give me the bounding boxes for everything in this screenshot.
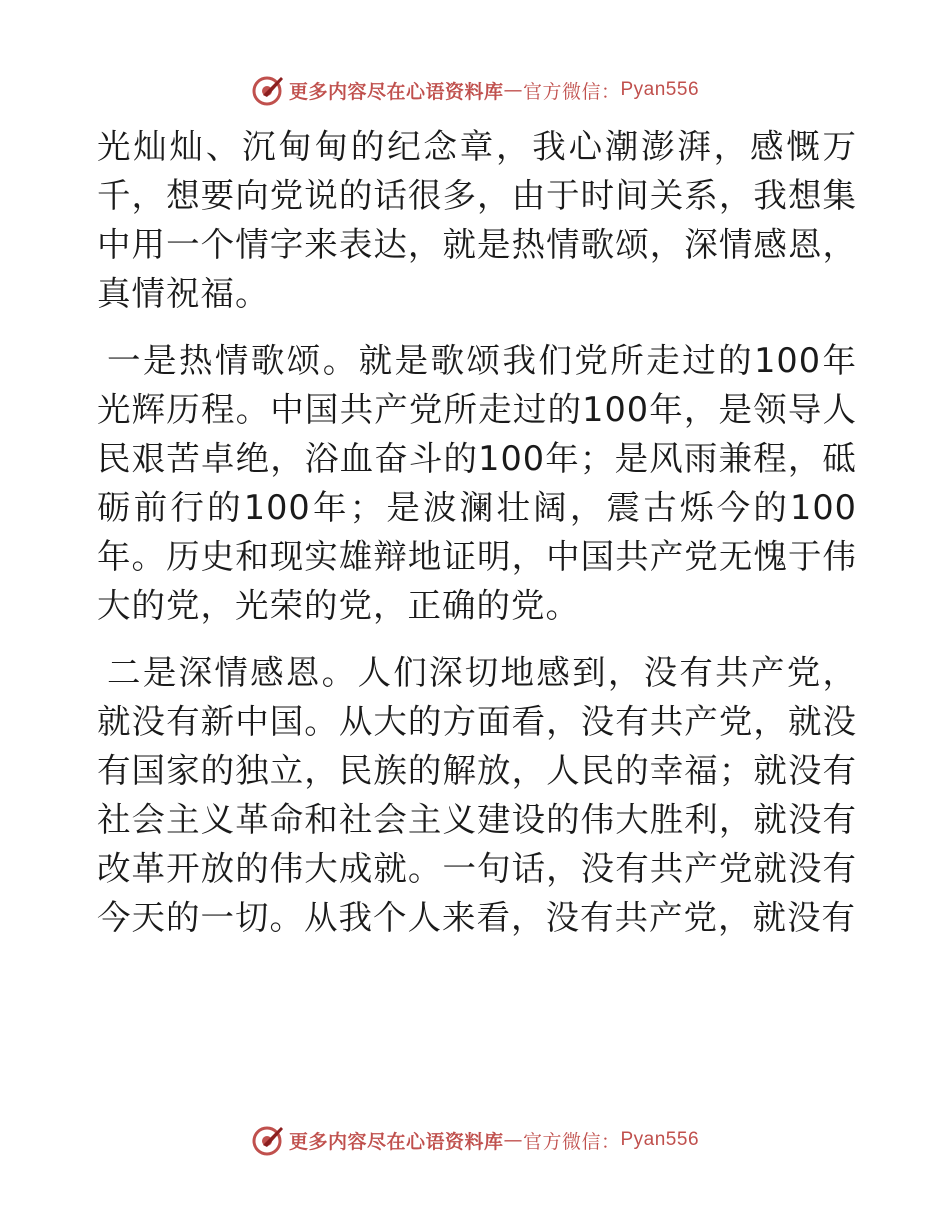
footer-wechat-label: 官方微信：: [522, 1130, 621, 1153]
document-body: [97, 122, 857, 960]
footer-brand-text: 更多内容尽在心语资料库: [288, 1130, 504, 1153]
quill-logo-icon: [251, 73, 285, 107]
header-brand-text: 更多内容尽在心语资料库: [288, 80, 504, 103]
paragraph-2: 一是热情歌颂。就是歌颂我们党所走过的100年光辉历程。中国共产党所走过的100年，是领导人民艰苦卓绝，浴血奋斗的100年；是风雨兼程，砥砺前行的100年；是波澜壮阔，震古烁今的100年。历史和现实雄辩地证明，中国共产党无愧于伟大的党，光荣的党，正确的党。: [97, 341, 857, 625]
paragraph-1: 光灿灿、沉甸甸的纪念章，我心潮澎湃，感慨万千，想要向党说的话很多，由于时间关系，我想集中用一个情字来表达，就是热情歌颂，深情感恩，真情祝福。: [97, 127, 857, 313]
header-wechat-id: Pyan556: [620, 79, 700, 100]
footer-watermark: [0, 1120, 950, 1160]
header-wechat-label: 官方微信：: [522, 80, 621, 103]
paragraph-3: 二是深情感恩。人们深切地感到，没有共产党，就没有新中国。从大的方面看，没有共产党，就没有国家的独立，民族的解放，人民的幸福；就没有社会主义革命和社会主义建设的伟大胜利，就没有改革开放的伟大成就。一句话，没有共产党就没有今天的一切。从我个人来看，没有共产党，就没有: [97, 653, 857, 937]
quill-logo-icon: [251, 1123, 285, 1157]
header-separator: —: [503, 79, 523, 101]
footer-separator: —: [503, 1129, 523, 1151]
header-watermark: [0, 70, 950, 110]
footer-wechat-id: Pyan556: [620, 1129, 700, 1150]
